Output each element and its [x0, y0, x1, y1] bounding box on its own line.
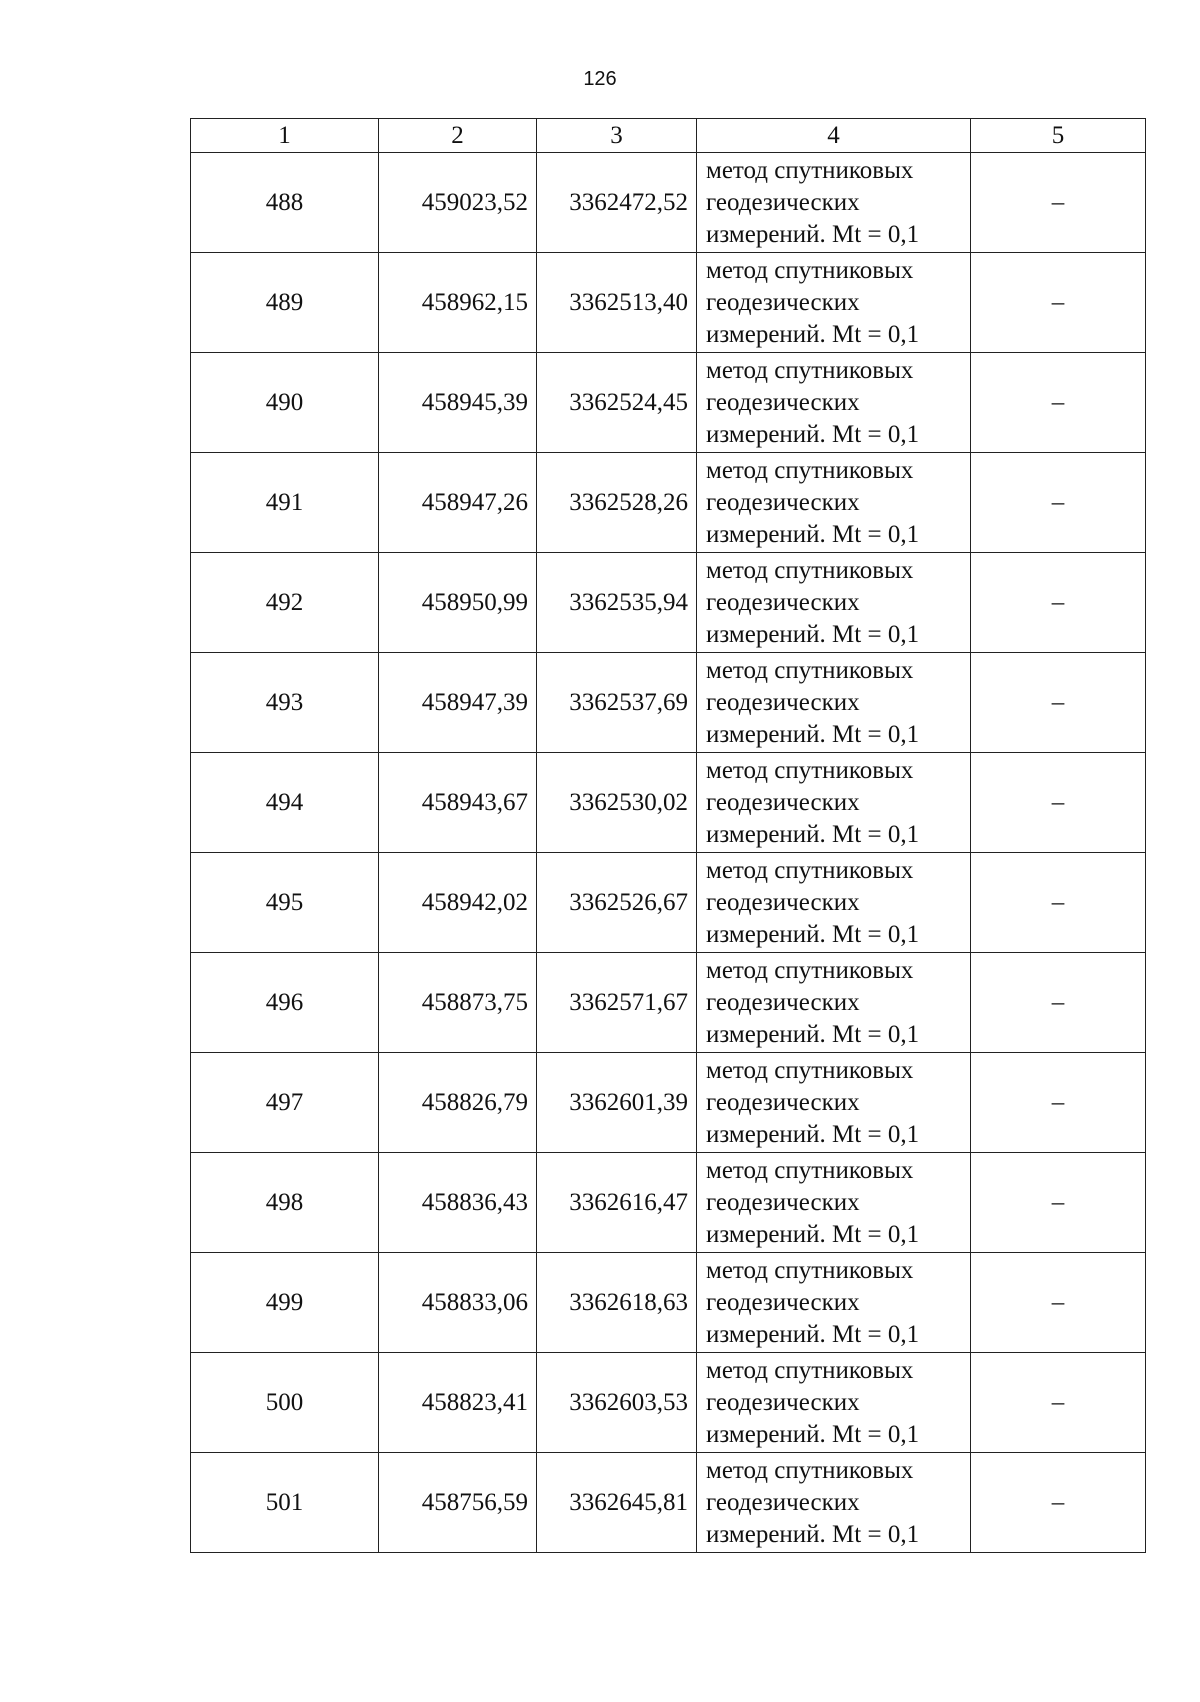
note-cell: – [971, 1253, 1146, 1353]
note-cell: – [971, 153, 1146, 253]
header-row [191, 119, 1146, 153]
note-cell: – [971, 753, 1146, 853]
method-line: метод спутниковых [706, 1456, 914, 1484]
y-coordinate-cell: 3362645,81 [537, 1453, 697, 1553]
column-header-4: 4 [697, 119, 971, 153]
x-coordinate-cell: 458833,06 [379, 1253, 537, 1353]
x-coordinate-cell: 458823,41 [379, 1353, 537, 1453]
method-line: геодезических [706, 488, 860, 516]
note-cell: – [971, 653, 1146, 753]
table-row [191, 753, 1146, 853]
point-number-cell: 499 [191, 1253, 379, 1353]
note-cell: – [971, 553, 1146, 653]
method-line: геодезических [706, 988, 860, 1016]
table-row [191, 1353, 1146, 1453]
y-coordinate-cell: 3362528,26 [537, 453, 697, 553]
table-row [191, 353, 1146, 453]
method-line: метод спутниковых [706, 1156, 914, 1184]
table-header [191, 119, 1146, 153]
x-coordinate-cell: 458943,67 [379, 753, 537, 853]
method-line: измерений. Mt = 0,1 [706, 1120, 920, 1148]
method-line: метод спутниковых [706, 156, 914, 184]
table-row [191, 1453, 1146, 1553]
x-coordinate-cell: 458962,15 [379, 253, 537, 353]
method-cell [697, 1453, 971, 1553]
note-cell: – [971, 1453, 1146, 1553]
method-cell [697, 753, 971, 853]
method-line: измерений. Mt = 0,1 [706, 220, 920, 248]
method-cell [697, 353, 971, 453]
x-coordinate-cell: 458947,26 [379, 453, 537, 553]
method-cell [697, 153, 971, 253]
method-line: измерений. Mt = 0,1 [706, 1220, 920, 1248]
column-header-5: 5 [971, 119, 1146, 153]
note-cell: – [971, 453, 1146, 553]
method-line: метод спутниковых [706, 256, 914, 284]
method-line: метод спутниковых [706, 1256, 914, 1284]
method-line: метод спутниковых [706, 756, 914, 784]
note-cell: – [971, 853, 1146, 953]
method-line: геодезических [706, 288, 860, 316]
x-coordinate-cell: 458873,75 [379, 953, 537, 1053]
note-cell: – [971, 1153, 1146, 1253]
method-line: метод спутниковых [706, 456, 914, 484]
point-number-cell: 493 [191, 653, 379, 753]
method-cell [697, 453, 971, 553]
method-line: геодезических [706, 888, 860, 916]
table-row [191, 453, 1146, 553]
table-row [191, 253, 1146, 353]
method-line: геодезических [706, 688, 860, 716]
y-coordinate-cell: 3362524,45 [537, 353, 697, 453]
y-coordinate-cell: 3362571,67 [537, 953, 697, 1053]
point-number-cell: 488 [191, 153, 379, 253]
column-header-2: 2 [379, 119, 537, 153]
method-cell [697, 253, 971, 353]
point-number-cell: 491 [191, 453, 379, 553]
method-line: измерений. Mt = 0,1 [706, 1320, 920, 1348]
y-coordinate-cell: 3362603,53 [537, 1353, 697, 1453]
x-coordinate-cell: 458945,39 [379, 353, 537, 453]
coordinates-table [190, 118, 1146, 1553]
method-line: геодезических [706, 1288, 860, 1316]
note-cell: – [971, 953, 1146, 1053]
method-line: измерений. Mt = 0,1 [706, 720, 920, 748]
method-line: геодезических [706, 1088, 860, 1116]
point-number-cell: 497 [191, 1053, 379, 1153]
method-cell [697, 653, 971, 753]
table-row [191, 1253, 1146, 1353]
x-coordinate-cell: 458826,79 [379, 1053, 537, 1153]
y-coordinate-cell: 3362535,94 [537, 553, 697, 653]
method-cell [697, 1153, 971, 1253]
method-line: геодезических [706, 1388, 860, 1416]
table-row [191, 1053, 1146, 1153]
x-coordinate-cell: 458756,59 [379, 1453, 537, 1553]
method-line: измерений. Mt = 0,1 [706, 520, 920, 548]
point-number-cell: 496 [191, 953, 379, 1053]
x-coordinate-cell: 458942,02 [379, 853, 537, 953]
method-line: метод спутниковых [706, 1356, 914, 1384]
method-line: метод спутниковых [706, 356, 914, 384]
y-coordinate-cell: 3362530,02 [537, 753, 697, 853]
method-cell [697, 853, 971, 953]
column-header-3: 3 [537, 119, 697, 153]
method-line: геодезических [706, 588, 860, 616]
table-body [191, 153, 1146, 1553]
method-line: измерений. Mt = 0,1 [706, 1420, 920, 1448]
table-row [191, 953, 1146, 1053]
method-line: метод спутниковых [706, 556, 914, 584]
method-line: геодезических [706, 388, 860, 416]
page-number: 126 [583, 68, 617, 90]
note-cell: – [971, 253, 1146, 353]
point-number-cell: 501 [191, 1453, 379, 1553]
x-coordinate-cell: 458950,99 [379, 553, 537, 653]
point-number-cell: 492 [191, 553, 379, 653]
y-coordinate-cell: 3362601,39 [537, 1053, 697, 1153]
x-coordinate-cell: 459023,52 [379, 153, 537, 253]
column-header-1: 1 [191, 119, 379, 153]
method-line: метод спутниковых [706, 1056, 914, 1084]
y-coordinate-cell: 3362537,69 [537, 653, 697, 753]
method-cell [697, 953, 971, 1053]
point-number-cell: 489 [191, 253, 379, 353]
x-coordinate-cell: 458947,39 [379, 653, 537, 753]
method-line: геодезических [706, 788, 860, 816]
y-coordinate-cell: 3362472,52 [537, 153, 697, 253]
method-line: измерений. Mt = 0,1 [706, 620, 920, 648]
method-cell [697, 1253, 971, 1353]
method-cell [697, 1053, 971, 1153]
method-line: измерений. Mt = 0,1 [706, 420, 920, 448]
method-line: измерений. Mt = 0,1 [706, 920, 920, 948]
y-coordinate-cell: 3362513,40 [537, 253, 697, 353]
x-coordinate-cell: 458836,43 [379, 1153, 537, 1253]
table-row [191, 853, 1146, 953]
point-number-cell: 498 [191, 1153, 379, 1253]
method-line: метод спутниковых [706, 656, 914, 684]
point-number-cell: 490 [191, 353, 379, 453]
y-coordinate-cell: 3362618,63 [537, 1253, 697, 1353]
method-line: метод спутниковых [706, 956, 914, 984]
note-cell: – [971, 1053, 1146, 1153]
method-line: измерений. Mt = 0,1 [706, 1020, 920, 1048]
method-line: геодезических [706, 1188, 860, 1216]
point-number-cell: 495 [191, 853, 379, 953]
table-row [191, 553, 1146, 653]
method-line: метод спутниковых [706, 856, 914, 884]
method-cell [697, 1353, 971, 1453]
y-coordinate-cell: 3362616,47 [537, 1153, 697, 1253]
method-line: геодезических [706, 188, 860, 216]
y-coordinate-cell: 3362526,67 [537, 853, 697, 953]
note-cell: – [971, 353, 1146, 453]
point-number-cell: 500 [191, 1353, 379, 1453]
point-number-cell: 494 [191, 753, 379, 853]
method-line: измерений. Mt = 0,1 [706, 320, 920, 348]
method-line: измерений. Mt = 0,1 [706, 820, 920, 848]
method-line: измерений. Mt = 0,1 [706, 1520, 920, 1548]
table-row [191, 653, 1146, 753]
table-row [191, 153, 1146, 253]
method-line: геодезических [706, 1488, 860, 1516]
note-cell: – [971, 1353, 1146, 1453]
table-row [191, 1153, 1146, 1253]
method-cell [697, 553, 971, 653]
